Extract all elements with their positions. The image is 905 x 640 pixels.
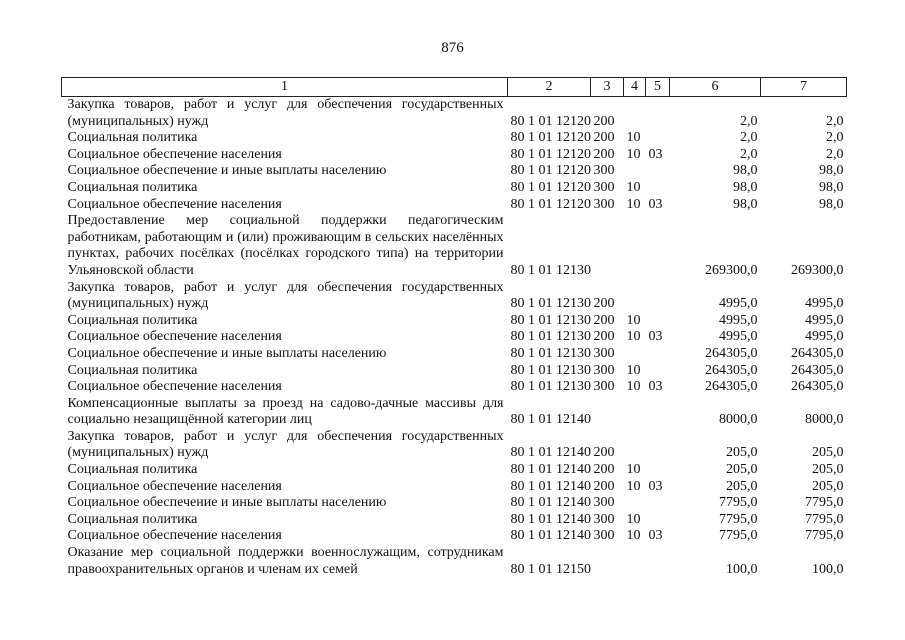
column-header-4: 4 xyxy=(624,78,646,97)
row-amount-col7: 98,0 xyxy=(819,163,844,179)
row-name: Социальная политика xyxy=(67,462,198,478)
row-name: Социальное обеспечение населения xyxy=(67,196,282,212)
row-name: Социальное обеспечение и иные выплаты населению xyxy=(67,345,387,361)
row-subsection xyxy=(646,495,670,512)
column-header-2: 2 xyxy=(508,78,591,97)
row-subsection: 03 xyxy=(648,146,663,162)
row-amount-col7: 7795,0 xyxy=(805,511,844,527)
row-section xyxy=(624,495,646,512)
row-amount-col7: 4995,0 xyxy=(805,296,844,312)
row-target-code: 80 1 01 12140 xyxy=(510,511,591,527)
row-target-code: 80 1 01 12130 xyxy=(510,362,591,378)
row-section: 10 xyxy=(626,329,641,345)
row-amount-col7: 98,0 xyxy=(819,179,844,195)
row-section: 10 xyxy=(626,362,641,378)
table-row xyxy=(62,213,847,279)
row-section: 10 xyxy=(626,196,641,212)
row-section xyxy=(624,280,646,313)
table-row xyxy=(62,396,847,429)
row-section xyxy=(624,346,646,363)
row-expense-type: 200 xyxy=(593,462,615,478)
row-expense-type xyxy=(591,213,624,279)
row-amount-col6: 8000,0 xyxy=(719,412,758,428)
row-amount-col6: 2,0 xyxy=(740,113,758,129)
row-name: Социальная политика xyxy=(67,362,198,378)
row-amount-col6: 205,0 xyxy=(726,445,758,461)
row-amount-col7: 7795,0 xyxy=(805,495,844,511)
table-row xyxy=(62,462,847,479)
row-subsection xyxy=(646,180,670,197)
table-row xyxy=(62,147,847,164)
row-section: 10 xyxy=(626,179,641,195)
row-subsection xyxy=(646,280,670,313)
table-row xyxy=(62,180,847,197)
row-amount-col6: 264305,0 xyxy=(705,379,758,395)
row-amount-col7: 205,0 xyxy=(812,445,844,461)
row-subsection xyxy=(646,429,670,462)
row-amount-col6: 7795,0 xyxy=(719,528,758,544)
row-target-code: 80 1 01 12130 xyxy=(510,312,591,328)
row-target-code: 80 1 01 12130 xyxy=(510,296,591,312)
row-expense-type: 300 xyxy=(593,179,615,195)
table-row xyxy=(62,163,847,180)
row-name: Социальное обеспечение и иные выплаты населению xyxy=(67,495,387,511)
row-expense-type: 200 xyxy=(593,113,615,129)
table-row xyxy=(62,379,847,396)
row-name: Социальная политика xyxy=(67,312,198,328)
row-amount-col6: 205,0 xyxy=(726,478,758,494)
row-subsection xyxy=(646,213,670,279)
table-row xyxy=(62,280,847,313)
row-subsection xyxy=(646,346,670,363)
row-section: 10 xyxy=(626,478,641,494)
row-amount-col7: 264305,0 xyxy=(791,362,844,378)
row-expense-type: 300 xyxy=(593,528,615,544)
row-name: Закупка товаров, работ и услуг для обеспечения государственных (муниципальных) нужд xyxy=(67,428,504,461)
row-target-code: 80 1 01 12120 xyxy=(510,196,591,212)
row-target-code: 80 1 01 12140 xyxy=(510,495,591,511)
row-name: Социальная политика xyxy=(67,179,198,195)
table-row xyxy=(62,313,847,330)
row-target-code: 80 1 01 12140 xyxy=(510,445,591,461)
row-subsection xyxy=(646,545,670,578)
row-section xyxy=(624,429,646,462)
row-expense-type: 200 xyxy=(593,445,615,461)
row-subsection xyxy=(646,396,670,429)
row-section: 10 xyxy=(626,511,641,527)
row-target-code: 80 1 01 12130 xyxy=(510,379,591,395)
row-subsection xyxy=(646,512,670,529)
row-name: Предоставление мер социальной поддержки педагогическим работникам, работающим и (или) проживающим в сельских населённых пунктах, рабочих посёлках (посёлках городского типа) на территории Ульяновской области xyxy=(67,213,504,278)
row-section: 10 xyxy=(626,379,641,395)
row-expense-type: 300 xyxy=(593,495,615,511)
row-name: Компенсационные выплаты за проезд на садово-дачные массивы для социально незащищённой категории лиц xyxy=(67,395,504,428)
row-amount-col6: 269300,0 xyxy=(705,262,758,278)
row-expense-type: 300 xyxy=(593,163,615,179)
column-header-5: 5 xyxy=(646,78,670,97)
row-amount-col7: 264305,0 xyxy=(791,345,844,361)
row-amount-col7: 100,0 xyxy=(812,561,844,577)
row-subsection xyxy=(646,97,670,131)
row-expense-type xyxy=(591,545,624,578)
row-amount-col7: 205,0 xyxy=(812,478,844,494)
row-target-code: 80 1 01 12120 xyxy=(510,179,591,195)
column-header-7: 7 xyxy=(761,78,847,97)
row-target-code: 80 1 01 12120 xyxy=(510,163,591,179)
row-name: Социальное обеспечение населения xyxy=(67,528,282,544)
row-name: Социальное обеспечение населения xyxy=(67,329,282,345)
row-subsection xyxy=(646,313,670,330)
column-header-3: 3 xyxy=(591,78,624,97)
table-row xyxy=(62,130,847,147)
row-target-code: 80 1 01 12120 xyxy=(510,146,591,162)
table-row xyxy=(62,512,847,529)
row-amount-col6: 4995,0 xyxy=(719,329,758,345)
table-row xyxy=(62,329,847,346)
row-amount-col6: 7795,0 xyxy=(719,495,758,511)
row-subsection xyxy=(646,363,670,380)
row-expense-type: 200 xyxy=(593,312,615,328)
table-row xyxy=(62,97,847,131)
row-amount-col6: 4995,0 xyxy=(719,296,758,312)
row-amount-col7: 269300,0 xyxy=(791,262,844,278)
row-target-code: 80 1 01 12140 xyxy=(510,478,591,494)
table-body xyxy=(62,97,847,579)
table-row xyxy=(62,346,847,363)
row-expense-type: 300 xyxy=(593,362,615,378)
row-target-code: 80 1 01 12140 xyxy=(510,412,591,428)
row-amount-col6: 205,0 xyxy=(726,462,758,478)
column-header-6: 6 xyxy=(670,78,761,97)
row-name: Социальное обеспечение населения xyxy=(67,146,282,162)
page-number: 876 xyxy=(441,40,464,56)
row-amount-col7: 2,0 xyxy=(826,113,844,129)
row-expense-type: 200 xyxy=(593,146,615,162)
row-name: Социальное обеспечение населения xyxy=(67,478,282,494)
row-subsection: 03 xyxy=(648,478,663,494)
row-expense-type: 300 xyxy=(593,511,615,527)
row-amount-col6: 2,0 xyxy=(740,146,758,162)
row-amount-col7: 98,0 xyxy=(819,196,844,212)
row-subsection: 03 xyxy=(648,329,663,345)
row-subsection: 03 xyxy=(648,528,663,544)
table-row xyxy=(62,479,847,496)
row-expense-type: 300 xyxy=(593,345,615,361)
row-section: 10 xyxy=(626,462,641,478)
row-subsection xyxy=(646,130,670,147)
row-section xyxy=(624,163,646,180)
row-expense-type: 300 xyxy=(593,379,615,395)
row-subsection xyxy=(646,462,670,479)
row-amount-col6: 98,0 xyxy=(733,179,758,195)
row-amount-col7: 8000,0 xyxy=(805,412,844,428)
row-expense-type: 200 xyxy=(593,478,615,494)
row-amount-col6: 98,0 xyxy=(733,163,758,179)
row-amount-col6: 2,0 xyxy=(740,130,758,146)
row-section: 10 xyxy=(626,146,641,162)
row-expense-type: 200 xyxy=(593,296,615,312)
row-subsection xyxy=(646,163,670,180)
column-header-1: 1 xyxy=(62,78,508,97)
row-amount-col7: 7795,0 xyxy=(805,528,844,544)
row-name: Социальная политика xyxy=(67,130,198,146)
row-amount-col7: 205,0 xyxy=(812,462,844,478)
table-row xyxy=(62,545,847,578)
row-name: Социальная политика xyxy=(67,511,198,527)
row-name: Закупка товаров, работ и услуг для обеспечения государственных (муниципальных) нужд xyxy=(67,279,504,312)
row-section xyxy=(624,97,646,131)
row-amount-col7: 4995,0 xyxy=(805,312,844,328)
row-section: 10 xyxy=(626,528,641,544)
row-amount-col7: 4995,0 xyxy=(805,329,844,345)
row-name: Социальное обеспечение населения xyxy=(67,379,282,395)
row-amount-col6: 100,0 xyxy=(726,561,758,577)
row-subsection: 03 xyxy=(648,196,663,212)
row-name: Социальное обеспечение и иные выплаты населению xyxy=(67,163,387,179)
row-target-code: 80 1 01 12130 xyxy=(510,345,591,361)
row-expense-type xyxy=(591,396,624,429)
row-amount-col6: 4995,0 xyxy=(719,312,758,328)
row-amount-col6: 98,0 xyxy=(733,196,758,212)
table-row xyxy=(62,528,847,545)
row-section xyxy=(624,545,646,578)
row-amount-col7: 2,0 xyxy=(826,146,844,162)
row-amount-col7: 264305,0 xyxy=(791,379,844,395)
row-target-code: 80 1 01 12130 xyxy=(510,262,591,278)
column-number-row xyxy=(62,78,847,97)
row-name: Закупка товаров, работ и услуг для обеспечения государственных (муниципальных) нужд xyxy=(67,97,504,129)
budget-table xyxy=(61,77,847,578)
row-subsection: 03 xyxy=(648,379,663,395)
row-target-code: 80 1 01 12140 xyxy=(510,462,591,478)
row-amount-col6: 7795,0 xyxy=(719,511,758,527)
row-amount-col7: 2,0 xyxy=(826,130,844,146)
row-target-code: 80 1 01 12140 xyxy=(510,528,591,544)
row-section: 10 xyxy=(626,312,641,328)
table-row xyxy=(62,197,847,214)
table-row xyxy=(62,429,847,462)
row-section xyxy=(624,213,646,279)
row-target-code: 80 1 01 12120 xyxy=(510,130,591,146)
table-row xyxy=(62,495,847,512)
row-name: Оказание мер социальной поддержки военнослужащим, сотрудникам правоохранительных органов и членам их семей xyxy=(67,545,504,577)
row-amount-col6: 264305,0 xyxy=(705,362,758,378)
row-target-code: 80 1 01 12150 xyxy=(510,561,591,577)
table-row xyxy=(62,363,847,380)
row-expense-type: 200 xyxy=(593,329,615,345)
row-amount-col6: 264305,0 xyxy=(705,345,758,361)
row-section xyxy=(624,396,646,429)
row-expense-type: 300 xyxy=(593,196,615,212)
row-target-code: 80 1 01 12130 xyxy=(510,329,591,345)
row-section: 10 xyxy=(626,130,641,146)
row-expense-type: 200 xyxy=(593,130,615,146)
row-target-code: 80 1 01 12120 xyxy=(510,113,591,129)
